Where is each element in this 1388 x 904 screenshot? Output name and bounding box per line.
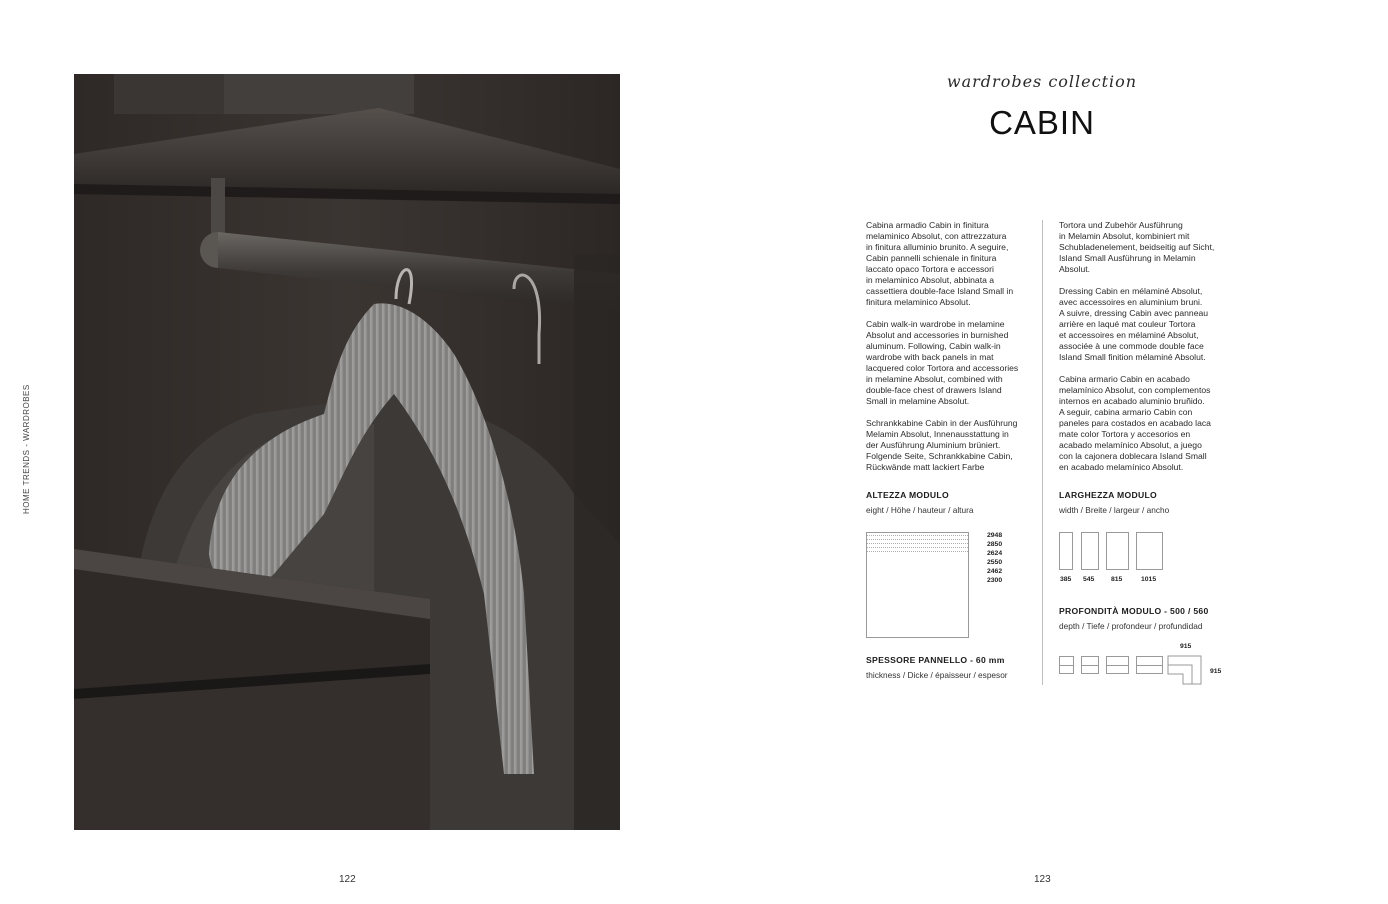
thickness-heading: SPESSORE PANNELLO - 60 mm — [866, 655, 1005, 665]
height-line — [867, 543, 968, 544]
description-column-right — [1059, 220, 1229, 484]
description-paragraph: Cabin walk-in wardrobe in melamine Absolut and accessories in burnished aluminum. Following, Cabin walk-in wardrobe with back panels in mat lacquered color Tortora and accessories in melamine Absolut, combined with double-face chest of drawers Island Small in melamine Absolut. — [866, 319, 1019, 406]
height-line — [867, 539, 968, 540]
description-column-left — [866, 220, 1028, 484]
corner-depth-value-top: 915 — [1180, 643, 1192, 650]
height-value: 2948 — [987, 532, 1003, 539]
width-module-diagram — [1136, 532, 1163, 570]
height-heading: ALTEZZA MODULO — [866, 490, 949, 500]
thickness-subheading: thickness / Dicke / épaisseur / espesor — [866, 670, 1008, 680]
collection-subtitle: wardrobes collection — [946, 72, 1138, 91]
page-number-left: 122 — [339, 874, 356, 885]
height-line — [867, 535, 968, 536]
depth-module-diagram — [1081, 656, 1099, 674]
height-line — [867, 547, 968, 548]
description-paragraph: Cabina armadio Cabin in finitura melaminico Absolut, con attrezzatura in finitura alluminio brunito. A seguire, Cabin pannelli schienale in finitura laccato opaco Tortora e accessori in melaminico Absolut, abbinata a cassettiera double-face Island Small in finitura melaminico Absolut. — [866, 220, 1014, 307]
wardrobe-photo — [74, 74, 620, 830]
height-value: 2850 — [987, 541, 1003, 548]
column-divider — [1042, 220, 1043, 685]
width-module-diagram — [1059, 532, 1073, 570]
description-paragraph: Dressing Cabin en mélaminé Absolut, avec accessoires en aluminium bruni. A suivre, dressing Cabin avec panneau arrière en laqué mat couleur Tortora et accessoires en mélaminé Absolut, associée à une commode double face Island Small finition mélaminé Absolut. — [1059, 286, 1209, 362]
description-paragraph: Tortora und Zubehör Ausführung in Melamin Absolut, kombiniert mit Schubladenelement, beidseitig auf Sicht, Island Small Ausführung in Melamin Absolut. — [1059, 220, 1215, 274]
height-diagram — [866, 532, 969, 638]
height-value: 2300 — [987, 577, 1003, 584]
depth-module-diagram — [1059, 656, 1074, 674]
height-line — [867, 551, 968, 552]
width-value: 1015 — [1141, 576, 1157, 583]
height-subheading: eight / Höhe / hauteur / altura — [866, 505, 974, 515]
wardrobe-illustration — [74, 74, 620, 830]
page-number-right: 123 — [1034, 874, 1051, 885]
width-value: 815 — [1111, 576, 1123, 583]
width-module-diagram — [1081, 532, 1099, 570]
depth-subheading: depth / Tiefe / profondeur / profundidad — [1059, 621, 1203, 631]
depth-heading: PROFONDITÀ MODULO - 500 / 560 — [1059, 606, 1209, 616]
product-title: CABIN — [989, 104, 1095, 141]
description-paragraph: Schrankkabine Cabin in der Ausführung Melamin Absolut, Innenausstattung in der Ausführung Aluminium brüniert. Folgende Seite, Schrankkabine Cabin, Rückwände matt lackiert Farbe — [866, 418, 1018, 472]
description-paragraph: Cabina armario Cabin en acabado melamínico Absolut, con complementos internos en acabado aluminio bruñido. A seguir, cabina armario Cabin con paneles para costados en acabado laca mate color Tortora y accesorios en acabado melamínico Absolut, a juego con la cajonera doblecara Island Small en acabado melamínico Absolut. — [1059, 374, 1211, 472]
height-value: 2462 — [987, 568, 1003, 575]
width-value: 385 — [1060, 576, 1072, 583]
height-value: 2550 — [987, 559, 1003, 566]
width-value: 545 — [1083, 576, 1095, 583]
corner-depth-value-side: 915 — [1210, 668, 1222, 675]
width-module-diagram — [1106, 532, 1129, 570]
width-heading: LARGHEZZA MODULO — [1059, 490, 1158, 500]
side-label: HOME TRENDS - WARDROBES — [22, 384, 31, 514]
width-subheading: width / Breite / largeur / ancho — [1059, 505, 1170, 515]
depth-module-diagram — [1136, 656, 1163, 674]
depth-module-diagram — [1106, 656, 1129, 674]
corner-module-diagram — [1167, 654, 1203, 686]
height-value: 2624 — [987, 550, 1003, 557]
